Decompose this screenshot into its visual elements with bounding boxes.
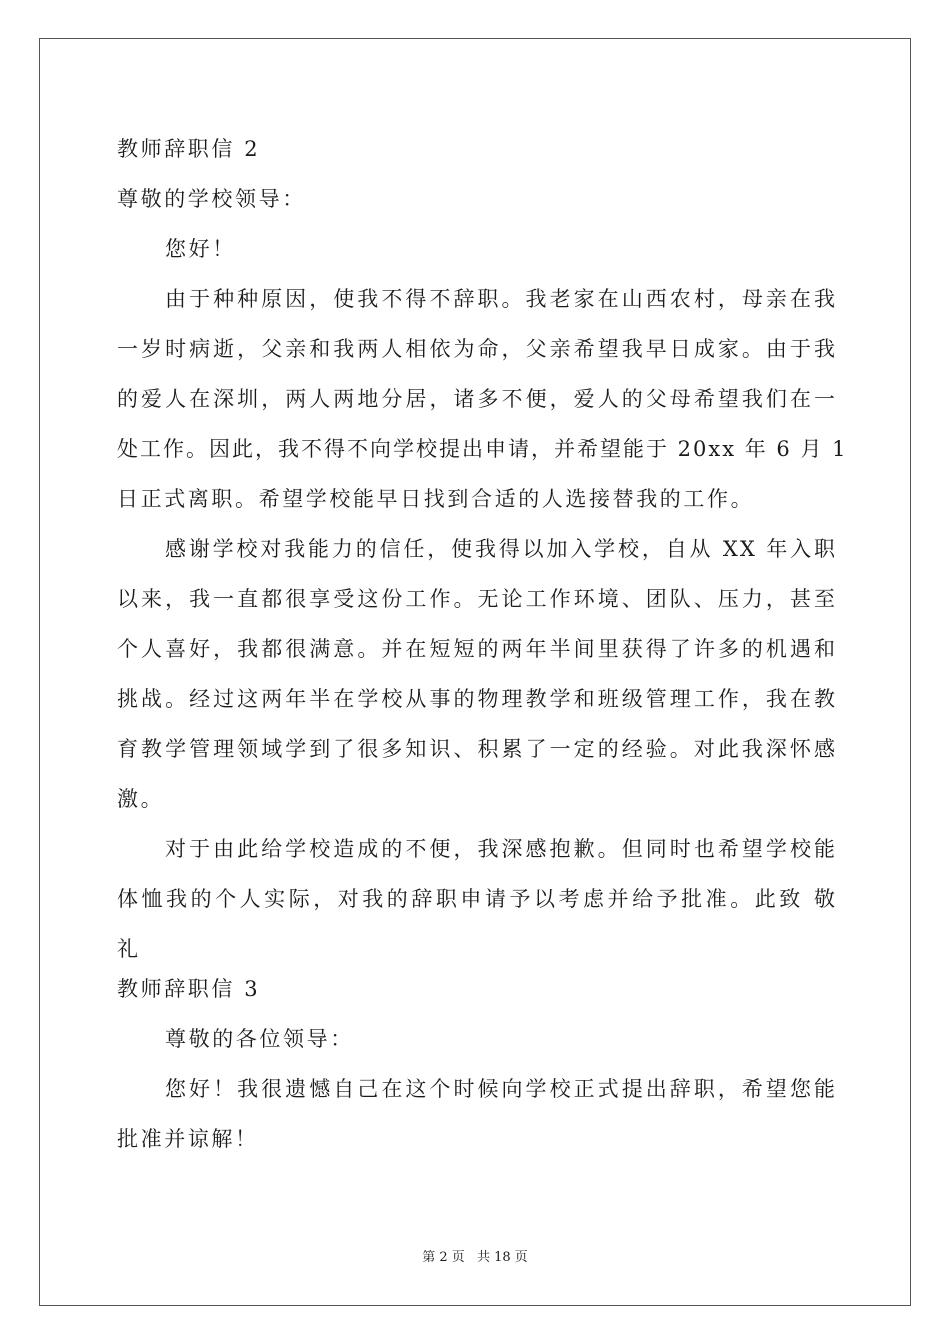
- document-body: [117, 129, 848, 1159]
- paragraph-line: 您好！我很遗憾自己在这个时候向学校正式提出辞职，希望您能: [165, 1077, 837, 1101]
- letter-heading: 教师辞职信 2: [117, 137, 261, 161]
- paragraph-line: 的爱人在深圳，两人两地分居，诸多不便，爱人的父母希望我们在一: [117, 387, 837, 411]
- paragraph-line: 以来，我一直都很享受这份工作。无论工作环境、团队、压力，甚至: [117, 587, 837, 611]
- letter-heading: 教师辞职信 3: [117, 977, 261, 1001]
- paragraph-line: 一岁时病逝，父亲和我两人相依为命，父亲希望我早日成家。由于我: [117, 337, 837, 361]
- page-total: 共 18 页: [476, 1250, 528, 1265]
- paragraph: [117, 1069, 837, 1159]
- paragraph-line: 挑战。经过这两年半在学校从事的物理教学和班级管理工作，我在教: [117, 687, 837, 711]
- paragraph: [117, 529, 837, 819]
- greeting: 尊敬的各位领导：: [165, 1027, 354, 1051]
- paragraph-line: 处工作。因此，我不得不向学校提出申请，并希望能于 20xx 年 6 月 1: [117, 437, 848, 461]
- page-footer: [0, 1246, 950, 1265]
- paragraph-line: 激。: [117, 787, 165, 811]
- paragraph-line: 日正式离职。希望学校能早日找到合适的人选接替我的工作。: [117, 487, 755, 511]
- paragraph-line: 个人喜好，我都很满意。并在短短的两年半间里获得了许多的机遇和: [117, 637, 837, 661]
- paragraph-line: 批准并谅解！: [117, 1127, 259, 1151]
- paragraph-line: 体恤我的个人实际，对我的辞职申请予以考虑并给予批准。此致 敬: [117, 887, 837, 911]
- paragraph: [117, 829, 837, 969]
- greeting: 您好！: [165, 237, 236, 261]
- paragraph-line: 育教学管理领域学到了很多知识、积累了一定的经验。对此我深怀感: [117, 737, 837, 761]
- paragraph: [117, 279, 848, 519]
- paragraph-line: 礼: [117, 937, 141, 961]
- paragraph-line: 感谢学校对我能力的信任，使我得以加入学校，自从 XX 年入职: [165, 537, 837, 561]
- paragraph-line: 对于由此给学校造成的不便，我深感抱歉。但同时也希望学校能: [165, 837, 837, 861]
- page-number: 第 2 页: [422, 1250, 465, 1265]
- salutation: 尊敬的学校领导：: [117, 187, 306, 211]
- paragraph-line: 由于种种原因，使我不得不辞职。我老家在山西农村，母亲在我: [165, 287, 837, 311]
